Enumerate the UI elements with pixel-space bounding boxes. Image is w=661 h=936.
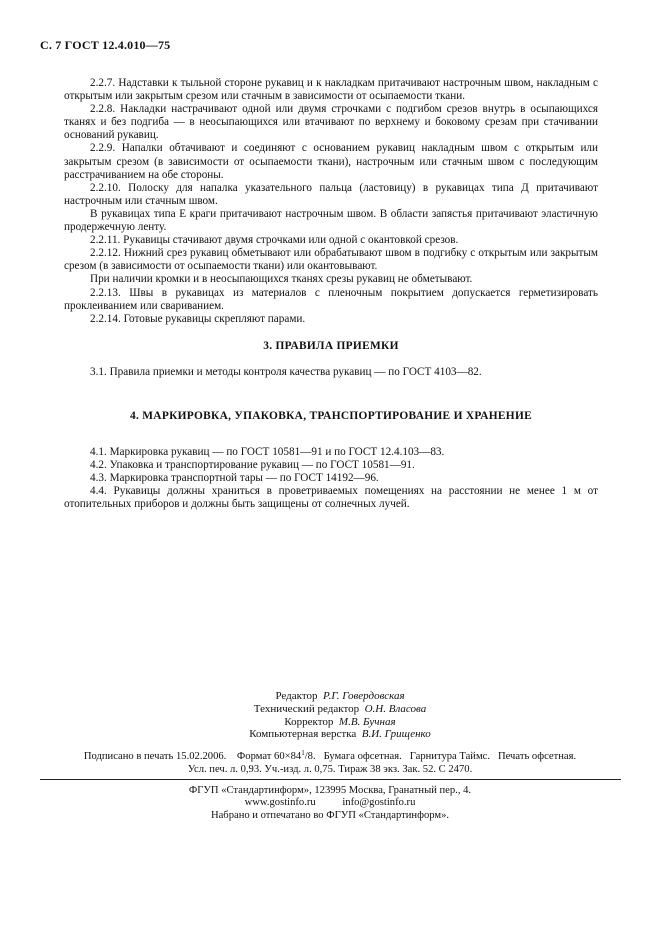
- page-header: С. 7 ГОСТ 12.4.010—75: [40, 38, 171, 52]
- credit-name: Р.Г. Говердовская: [323, 690, 405, 702]
- paragraph-type-e: В рукавицах типа Е краги притачивают настрочным швом. В области запястья притачивают эластичную продержечную ленту.: [64, 207, 598, 234]
- section-4-body: [64, 446, 598, 511]
- credit-layout: [190, 728, 490, 741]
- publisher-website[interactable]: www.gostinfo.ru: [244, 797, 316, 809]
- print-info-line-1: [40, 749, 620, 762]
- paragraph-2-2-9: 2.2.9. Напалки обтачивают и соединяют с основанием рукавиц накладным швом с открытым или закрытым срезом (в зависимости от осыпаемости ткани), настрочным или стачным швом с последующим расстрачиванием на обе стороны.: [64, 142, 598, 181]
- credit-name: О.Н. Власова: [364, 702, 427, 715]
- credit-proofreader: [190, 716, 490, 729]
- section-4-title: 4. МАРКИРОВКА, УПАКОВКА, ТРАНСПОРТИРОВАНИЕ И ХРАНЕНИЕ: [129, 410, 533, 422]
- divider-line: [40, 779, 621, 780]
- paragraph-2-2-13: 2.2.13. Швы в рукавицах из материалов с пленочным покрытием допускается герметизировать проклеиванием или свариванием.: [64, 286, 598, 312]
- publisher-address: ФГУП «Стандартинформ», 123995 Москва, Гранатный пер., 4.: [188, 785, 472, 796]
- print-paper: Бумага офсетная.: [323, 751, 402, 762]
- print-info-line-2: Усл. печ. л. 0,93. Уч.-изд. л. 0,75. Тираж 38 экз. Зак. 52. С 2470.: [187, 764, 473, 775]
- paragraph-2-2-10: 2.2.10. Полоску для напалка указательного пальца (ластовицу) в рукавицах типа Д притачивают настрочным или стачным швом.: [64, 181, 598, 207]
- print-method: Печать офсетная.: [497, 751, 577, 762]
- paragraph-edge-note: При наличии кромки и в неосыпающихся тканях срезы рукавиц не обметывают.: [90, 273, 473, 286]
- publisher-contacts: [40, 797, 620, 809]
- publisher-printed: Набрано и отпечатано во ФГУП «Стандартинформ».: [210, 809, 450, 821]
- credit-role: Технический редактор: [253, 702, 360, 715]
- credit-editor: [190, 690, 490, 703]
- publisher-email[interactable]: info@gostinfo.ru: [342, 797, 416, 809]
- credit-name: В.И. Грищенко: [361, 728, 431, 741]
- section-2-body: [64, 77, 598, 326]
- print-format: Формат $60\times 84^1/8$.: [236, 749, 316, 762]
- credit-tech-editor: [190, 703, 490, 716]
- credit-role: Корректор: [284, 715, 334, 728]
- paragraph-4-1: 4.1. Маркировка рукавиц — по ГОСТ 10581—91 и по ГОСТ 12.4.103—83.: [90, 446, 445, 458]
- credit-role: Редактор: [275, 690, 318, 702]
- paragraph-2-2-8: 2.2.8. Накладки настрачивают одной или двумя строчками с подгибом срезов внутрь в осыпающихся тканях и без подгиба — в неосыпающихся или втачивают по верхнему и боковому срезам при стачивании оснований рукавиц.: [64, 103, 598, 142]
- paragraph-3-1: 3.1. Правила приемки и методы контроля качества рукавиц — по ГОСТ 4103—82.: [90, 366, 482, 378]
- paragraph-4-4: 4.4. Рукавицы должны храниться в проветриваемых помещениях на расстоянии не менее 1 м от отопительных приборов и должны быть защищены от солнечных лучей.: [64, 485, 598, 511]
- credit-name: М.В. Бучная: [338, 715, 396, 728]
- paragraph-2-2-7: 2.2.7. Надставки к тыльной стороне рукавиц и к накладкам притачивают настрочным швом, накладным с открытым или закрытым срезом или стачным в зависимости от осыпаемости ткани.: [64, 77, 598, 103]
- section-3-title: 3. ПРАВИЛА ПРИЕМКИ: [263, 340, 399, 352]
- paragraph-2-2-14: 2.2.14. Готовые рукавицы скрепляют парами.: [90, 312, 306, 325]
- paragraph-2-2-11: 2.2.11. Рукавицы стачивают двумя строчками или одной с окантовкой срезов.: [90, 234, 459, 247]
- paragraph-4-2: 4.2. Упаковка и транспортирование рукавиц — по ГОСТ 10581—91.: [90, 459, 415, 472]
- paragraph-4-3: 4.3. Маркировка транспортной тары — по ГОСТ 14192—96.: [90, 472, 379, 485]
- publisher-block: [40, 785, 620, 822]
- paragraph-2-2-12: 2.2.12. Нижний срез рукавиц обметывают или обрабатывают швом в подгибку с открытым или закрытым срезом (в зависимости от осыпаемости ткани) или окантовывают.: [64, 247, 598, 273]
- print-signed: Подписано в печать 15.02.2006.: [83, 751, 227, 762]
- print-font: Гарнитура Таймс.: [409, 751, 491, 762]
- credits-block: [190, 690, 490, 741]
- credit-role: Компьютерная верстка: [249, 728, 357, 741]
